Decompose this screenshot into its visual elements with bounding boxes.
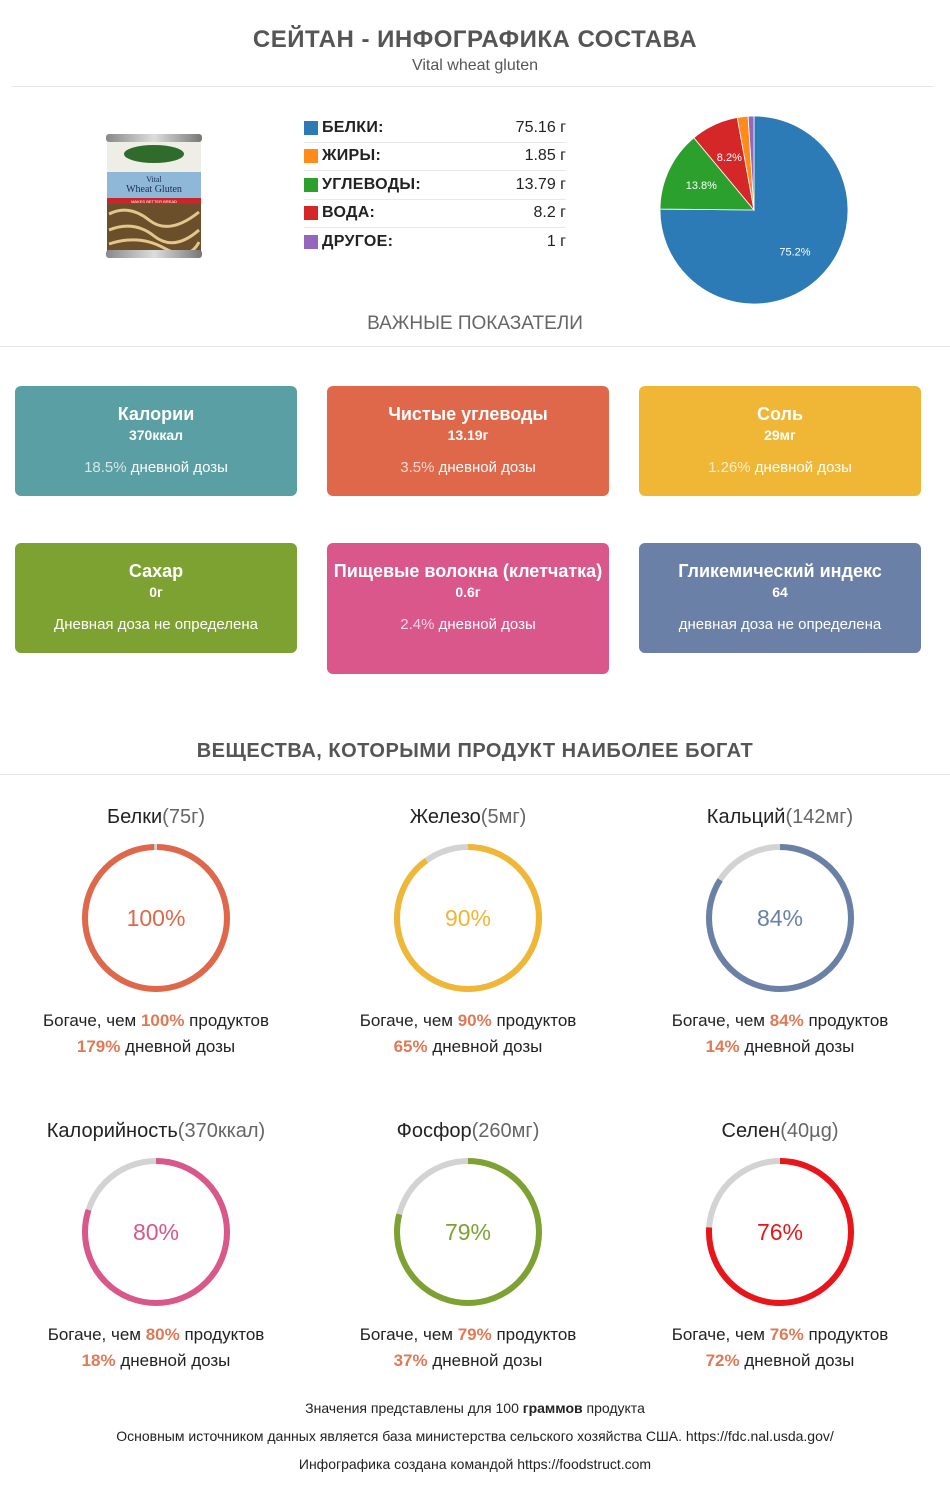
card-value: 0.6г — [455, 584, 481, 600]
product-name-text: Wheat Gluten — [126, 184, 182, 195]
card-value: 29мг — [764, 427, 796, 443]
footer-serving-note: Значения представлены для 100 граммов продукта — [305, 1400, 645, 1416]
card-note-text: дневной дозы — [434, 616, 536, 633]
daily-percent: 37% — [393, 1351, 428, 1370]
legend-swatch — [304, 149, 318, 163]
richer-percent: 79% — [457, 1325, 492, 1344]
daily-dose-text: 65% дневной дозы — [393, 1037, 543, 1056]
rich-item-name: Фосфор — [396, 1120, 472, 1142]
richer-percent: 84% — [769, 1011, 804, 1030]
pie-slice-label: 75.2% — [779, 246, 811, 259]
card-note-text: дневная доза не определена — [678, 616, 882, 633]
rich-item-title — [312, 1118, 624, 1144]
card-note — [15, 616, 297, 634]
card-note-text: дневной дозы — [434, 459, 536, 476]
ring-percent-label: 100% — [126, 905, 186, 931]
legend-value: 75.16 г — [515, 118, 566, 136]
card-calories — [15, 386, 297, 496]
percentile-ring — [78, 1154, 234, 1310]
card-value: 0г — [149, 584, 163, 600]
card-title: Пищевые волокна (клетчатка) — [333, 561, 603, 581]
card-note-text: дневной дозы — [126, 459, 228, 476]
daily-percent: 65% — [393, 1037, 428, 1056]
rich-item-amount: (370ккал) — [177, 1120, 266, 1142]
legend-swatch — [304, 178, 318, 192]
divider — [12, 86, 934, 87]
rich-item-title — [312, 804, 624, 830]
richer-percent: 90% — [457, 1011, 492, 1030]
card-note — [327, 616, 609, 634]
card-glycemic-index — [639, 543, 921, 653]
card-salt — [639, 386, 921, 496]
legend-row-fat — [304, 143, 566, 172]
card-title: Калории — [117, 404, 195, 424]
card-value: 64 — [772, 584, 788, 600]
divider — [0, 774, 950, 775]
product-image — [104, 134, 204, 258]
page-title: СЕЙТАН - ИНФОГРАФИКА СОСТАВА — [252, 26, 698, 53]
legend-row-water — [304, 200, 566, 229]
ring-percent-label: 76% — [756, 1219, 804, 1245]
legend-swatch — [304, 121, 318, 135]
card-title: Сахар — [128, 561, 184, 581]
rich-item-phosphorus — [312, 1118, 624, 1374]
rich-item-title — [0, 1118, 312, 1144]
legend-value: 1.85 г — [524, 147, 566, 165]
richer-than-text: Богаче, чем 84% продуктов — [671, 1011, 889, 1030]
rich-item-selenium — [624, 1118, 936, 1374]
percentile-ring — [78, 840, 234, 996]
legend-swatch — [304, 206, 318, 220]
card-pct: 18.5% — [84, 459, 127, 476]
composition-legend — [304, 114, 566, 257]
legend-label: ВОДА: — [322, 204, 376, 222]
product-brand-text: Vital — [146, 175, 162, 184]
rich-item-amount: (142мг) — [785, 806, 854, 828]
legend-value: 13.79 г — [515, 175, 566, 193]
percentile-ring — [702, 840, 858, 996]
richer-than-text: Богаче, чем 80% продуктов — [47, 1325, 265, 1344]
card-value: 370ккал — [128, 427, 184, 443]
rich-item-iron — [312, 804, 624, 1060]
divider — [0, 346, 950, 347]
richer-than-text: Богаче, чем 76% продуктов — [671, 1325, 889, 1344]
daily-dose-text: 72% дневной дозы — [705, 1351, 855, 1370]
rich-item-name: Железо — [409, 806, 481, 828]
rich-item-calories — [0, 1118, 312, 1374]
pie-slice-label: 8.2% — [716, 152, 742, 165]
legend-label: ЖИРЫ: — [322, 147, 382, 165]
card-sugar — [15, 543, 297, 653]
pie-slice-label: 13.8% — [685, 180, 717, 193]
legend-row-carbs — [304, 171, 566, 200]
card-fiber — [327, 543, 609, 674]
legend-row-protein — [304, 114, 566, 143]
daily-percent: 179% — [76, 1037, 121, 1056]
ring-percent-label: 84% — [756, 905, 804, 931]
rich-in-heading: ВЕЩЕСТВА, КОТОРЫМИ ПРОДУКТ НАИБОЛЕЕ БОГАТ — [196, 740, 754, 762]
legend-swatch — [304, 235, 318, 249]
rich-item-amount: (40µg) — [780, 1120, 839, 1142]
key-indicators-heading: ВАЖНЫЕ ПОКАЗАТЕЛИ — [367, 313, 583, 334]
daily-percent: 18% — [81, 1351, 116, 1370]
daily-dose-text: 37% дневной дозы — [393, 1351, 543, 1370]
richer-percent: 76% — [769, 1325, 804, 1344]
card-net-carbs — [327, 386, 609, 496]
daily-dose-text: 18% дневной дозы — [81, 1351, 231, 1370]
card-title: Соль — [756, 404, 804, 424]
rich-item-protein — [0, 804, 312, 1060]
card-note-text: Дневная доза не определена — [54, 616, 258, 633]
composition-pie-chart — [654, 110, 854, 310]
card-note — [327, 459, 609, 477]
card-pct: 3.5% — [400, 459, 435, 476]
page-subtitle: Vital wheat gluten — [411, 57, 538, 74]
footer-source-note: Основным источником данных является база министерства сельского хозяйства США. https://fdc.nal.usda.gov/ — [116, 1428, 834, 1444]
percentile-ring — [390, 1154, 546, 1310]
rich-item-amount: (75г) — [162, 806, 206, 828]
card-note — [15, 459, 297, 477]
rich-item-title — [0, 804, 312, 830]
richer-than-text: Богаче, чем 90% продуктов — [359, 1011, 577, 1030]
richer-percent: 80% — [145, 1325, 180, 1344]
rich-item-title — [624, 1118, 936, 1144]
legend-label: УГЛЕВОДЫ: — [322, 175, 422, 193]
footer-credit-link[interactable]: Инфографика создана командой https://foodstruct.com — [298, 1456, 652, 1472]
card-pct: 2.4% — [400, 616, 435, 633]
card-title: Гликемический индекс — [678, 561, 882, 581]
daily-percent: 14% — [705, 1037, 740, 1056]
rich-item-name: Кальций — [706, 806, 786, 828]
legend-label: ДРУГОЕ: — [322, 233, 394, 251]
percentile-ring — [702, 1154, 858, 1310]
legend-row-other — [304, 228, 566, 257]
rich-item-amount: (260мг) — [471, 1120, 540, 1142]
ring-percent-label: 80% — [132, 1219, 180, 1245]
rich-item-amount: (5мг) — [480, 806, 527, 828]
richer-than-text: Богаче, чем 79% продуктов — [359, 1325, 577, 1344]
richer-than-text: Богаче, чем 100% продуктов — [42, 1011, 270, 1030]
daily-dose-text: 179% дневной дозы — [76, 1037, 236, 1056]
card-title: Чистые углеводы — [388, 404, 548, 424]
legend-label: БЕЛКИ: — [322, 118, 384, 136]
rich-item-name: Белки — [106, 806, 163, 828]
daily-dose-text: 14% дневной дозы — [705, 1037, 855, 1056]
card-value: 13.19г — [447, 427, 489, 443]
ring-percent-label: 90% — [444, 905, 492, 931]
rich-item-name: Селен — [721, 1120, 781, 1142]
rich-item-name: Калорийность — [46, 1120, 178, 1142]
rich-item-title — [624, 804, 936, 830]
percentile-ring — [390, 840, 546, 996]
card-note — [639, 616, 921, 634]
product-tagline-text: MAKES BETTER BREAD — [131, 199, 177, 204]
card-pct: 1.26% — [708, 459, 751, 476]
card-note — [639, 459, 921, 477]
legend-value: 8.2 г — [533, 204, 566, 222]
legend-value: 1 г — [546, 233, 566, 251]
richer-percent: 100% — [140, 1011, 185, 1030]
ring-percent-label: 79% — [444, 1219, 492, 1245]
rich-item-calcium — [624, 804, 936, 1060]
card-note-text: дневной дозы — [750, 459, 852, 476]
daily-percent: 72% — [705, 1351, 740, 1370]
